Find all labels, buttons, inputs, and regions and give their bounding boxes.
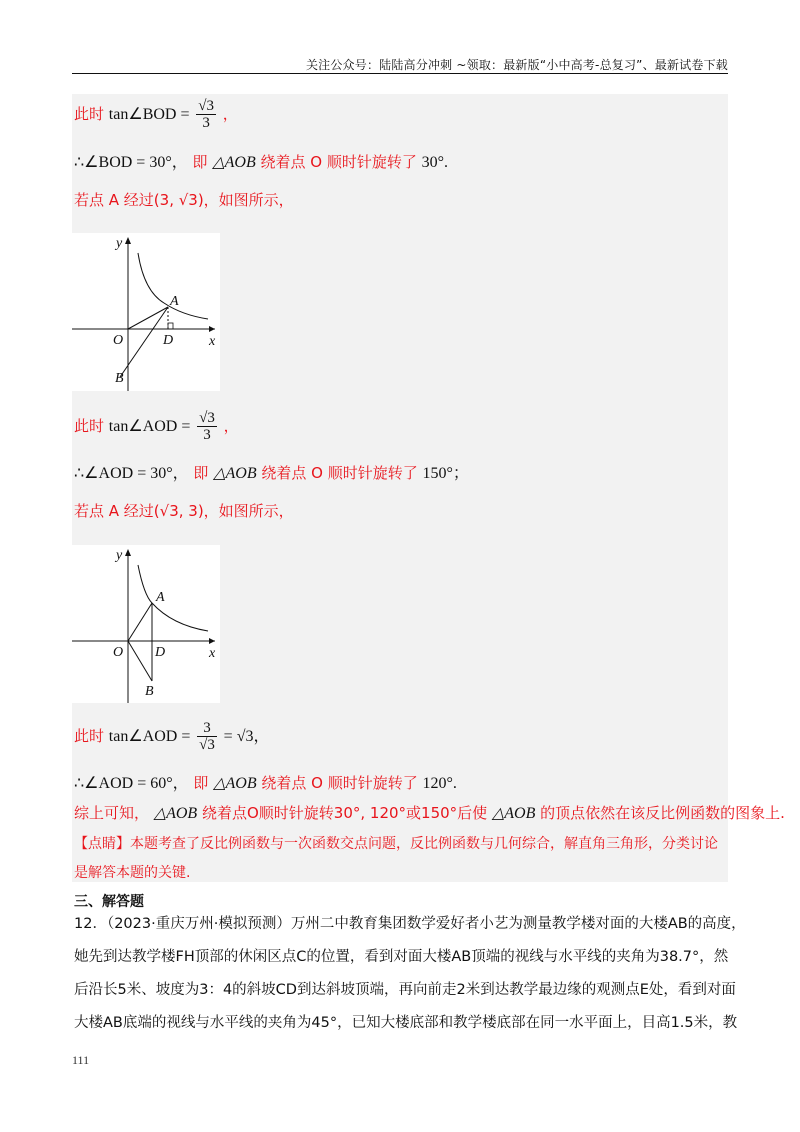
rotation-text: 绕着点 O 顺时针旋转了 xyxy=(261,464,418,482)
rotation-angle: 120°. xyxy=(422,775,457,792)
text-ji: 即 xyxy=(193,774,209,792)
label-x: x xyxy=(209,334,216,349)
figure-2 xyxy=(72,545,220,703)
label-B: B xyxy=(115,371,124,386)
fraction-numerator: √3 xyxy=(198,98,215,114)
solution-line-3: 若点 A 经过(3, √3)，如图所示， xyxy=(74,191,294,209)
section-title: 三、解答题 xyxy=(74,894,144,910)
segment-AB xyxy=(120,307,168,377)
hyperbola-curve xyxy=(138,253,208,319)
text-end: ， xyxy=(223,417,239,435)
text-end: ， xyxy=(222,105,238,123)
label-D: D xyxy=(163,333,174,348)
rotation-text: 绕着点 O 顺时针旋转了 xyxy=(260,153,417,171)
y-axis-arrow xyxy=(125,237,131,244)
tan-expression: tan∠BOD = xyxy=(108,106,190,123)
segment-OB xyxy=(128,641,152,681)
label-A: A xyxy=(156,590,165,605)
page-number: 111 xyxy=(72,1053,90,1067)
fraction-denominator: 3 xyxy=(202,115,210,131)
solution-line-1 xyxy=(74,98,238,131)
label-B: B xyxy=(145,684,154,699)
solution-line-6: 若点 A 经过(√3, 3)，如图所示， xyxy=(74,502,294,520)
solution-line-2 xyxy=(74,149,448,172)
angle-statement: ∴∠AOD = 30°， xyxy=(74,465,189,482)
label-y: y xyxy=(116,236,123,251)
fraction-numerator: 3 xyxy=(197,720,217,737)
y-axis-arrow xyxy=(125,549,131,556)
fraction-numerator: √3 xyxy=(199,410,215,426)
header-rule xyxy=(72,73,728,74)
segment-OA xyxy=(128,603,152,641)
right-angle-mark xyxy=(168,323,173,329)
fraction xyxy=(197,720,217,753)
triangle-name-2: △AOB xyxy=(491,805,536,822)
label-A: A xyxy=(170,294,179,309)
solution-line-8 xyxy=(74,770,457,793)
tan-expression: tan∠AOD = xyxy=(108,418,191,435)
solution-line-9 xyxy=(74,802,785,823)
solution-line-11: 是解答本题的关键. xyxy=(74,865,191,881)
solution-line-4 xyxy=(74,410,239,443)
triangle-name: △AOB xyxy=(153,805,198,822)
label-O: O xyxy=(113,333,124,348)
key-point-text: 本题考查了反比例函数与一次函数交点问题，反比例函数与几何综合，解直角三角形，分类讨论 xyxy=(130,836,718,852)
text-prefix: 此时 xyxy=(74,417,105,435)
figure-1 xyxy=(72,233,220,391)
text-end: = √3， xyxy=(223,728,270,745)
angle-statement: ∴∠BOD = 30°， xyxy=(74,154,188,171)
rotation-angle: 30°. xyxy=(421,154,449,171)
question-line-2: 她先到达教学楼FH顶部的休闲区点C的位置，看到对面大楼AB顶端的视线与水平线的夹角为38.7°，然 xyxy=(74,949,729,965)
fraction-denominator: √3 xyxy=(199,737,215,753)
question-line-3: 后沿长5米、坡度为3：4的斜坡CD到达斜坡顶端，再向前走2米到达教学最边缘的观测点E处，看到对面 xyxy=(74,982,736,998)
label-y: y xyxy=(116,548,123,563)
summary-end: 的顶点依然在该反比例函数的图象上. xyxy=(540,804,785,822)
rotation-angle: 150°； xyxy=(422,465,469,482)
tan-expression: tan∠AOD = xyxy=(108,728,191,745)
text-prefix: 此时 xyxy=(74,105,105,123)
hyperbola-curve xyxy=(138,565,208,631)
key-point-label: 【点睛】 xyxy=(74,836,130,852)
angle-statement: ∴∠AOD = 60°， xyxy=(74,775,189,792)
text-ji: 即 xyxy=(192,153,208,171)
question-line-1: 12．（2023·重庆万州·模拟预测）万州二中教育集团数学爱好者小艺为测量教学楼对面的大楼AB的高度， xyxy=(74,916,746,932)
label-D: D xyxy=(155,645,166,660)
fraction-denominator: 3 xyxy=(203,427,211,443)
fraction xyxy=(196,98,216,131)
fraction xyxy=(197,410,217,443)
summary-prefix: 综上可知， xyxy=(74,804,150,822)
solution-line-7 xyxy=(74,720,269,753)
rotation-text: 绕着点 O 顺时针旋转了 xyxy=(261,774,418,792)
solution-background xyxy=(72,94,728,882)
triangle-name: △AOB xyxy=(212,154,256,171)
summary-middle: 绕着点O顺时针旋转30°, 120°或150°后使 xyxy=(201,804,488,822)
solution-line-10 xyxy=(74,833,718,853)
solution-line-5 xyxy=(74,460,469,483)
segment-OA xyxy=(128,307,168,329)
text-prefix: 此时 xyxy=(74,727,105,745)
triangle-name: △AOB xyxy=(213,775,257,792)
label-O: O xyxy=(113,645,124,660)
x-axis-arrow xyxy=(209,326,215,332)
text-ji: 即 xyxy=(193,464,209,482)
page-header: 关注公众号：陆陆高分冲刺 ~领取：最新版“小中高考-总复习”、最新试卷下载 xyxy=(305,58,728,72)
question-line-4: 大楼AB底端的视线与水平线的夹角为45°，已知大楼底部和教学楼底部在同一水平面上，目高1.5米，教 xyxy=(74,1015,738,1031)
triangle-name: △AOB xyxy=(213,465,257,482)
x-axis-arrow xyxy=(209,638,215,644)
label-x: x xyxy=(209,646,216,661)
